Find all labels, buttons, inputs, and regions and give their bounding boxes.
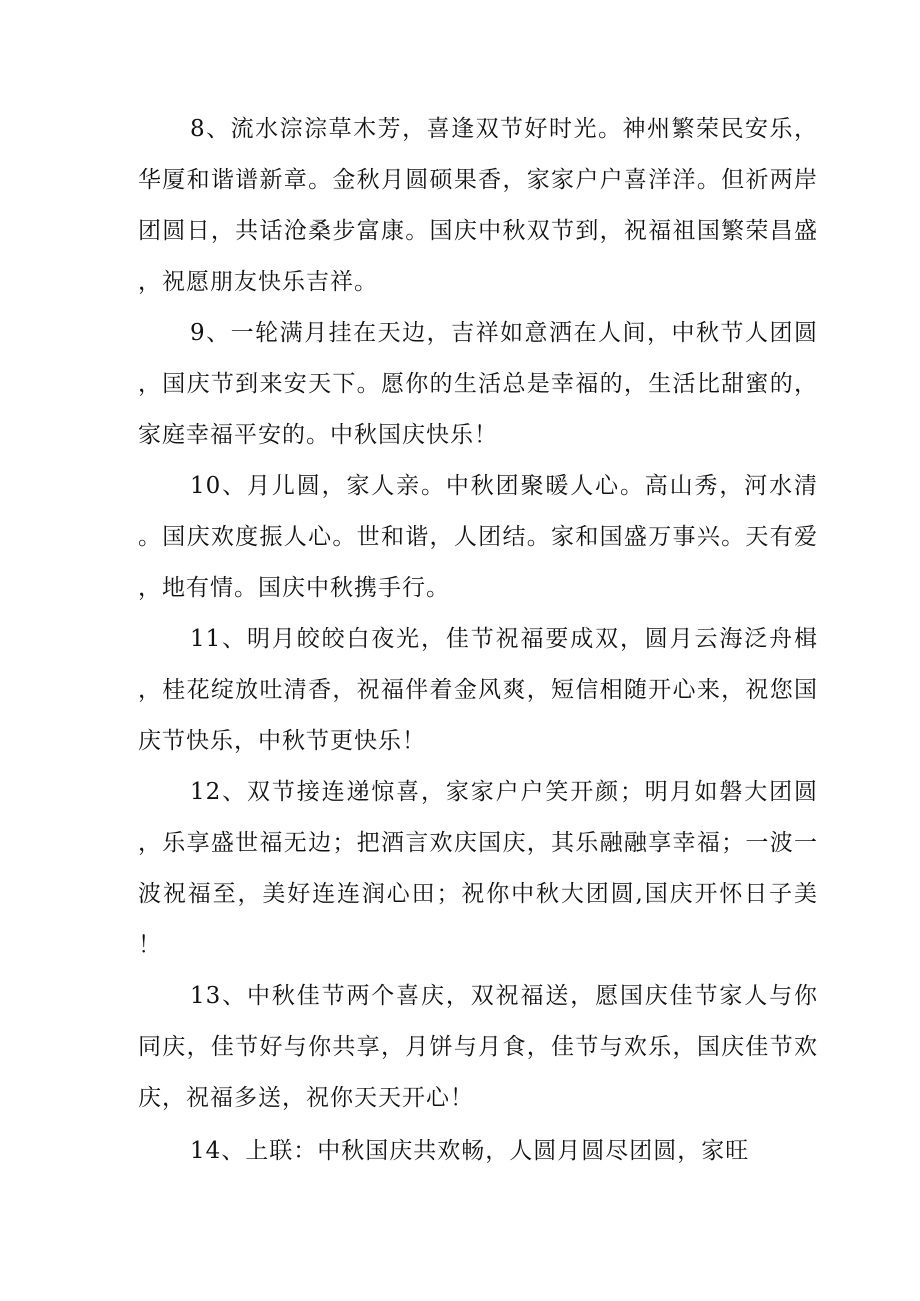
document-body [138, 104, 818, 1177]
paragraph-11: 11、明月皎皎白夜光，佳节祝福要成双，圆月云海泛舟楫，桂花绽放吐清香，祝福伴着金风爽，短信相随开心来，祝您国庆节快乐，中秋节更快乐！ [138, 626, 818, 754]
paragraph-12: 12、双节接连递惊喜，家家户户笑开颜；明月如磐大团圆，乐享盛世福无边；把酒言欢庆国庆，其乐融融享幸福；一波一波祝福至，美好连连润心田；祝你中秋大团圆,国庆开怀日子美！ [138, 779, 818, 958]
paragraph-10: 10、月儿圆，家人亲。中秋团聚暖人心。高山秀，河水清。国庆欢度振人心。世和谐，人团结。家和国盛万事兴。天有爱，地有情。国庆中秋携手行。 [138, 473, 818, 601]
paragraph-13: 13、中秋佳节两个喜庆，双祝福送，愿国庆佳节家人与你同庆，佳节好与你共享，月饼与月食，佳节与欢乐，国庆佳节欢庆，祝福多送，祝你天天开心！ [138, 983, 818, 1111]
paragraph-14: 14、上联：中秋国庆共欢畅，人圆月圆尽团圆，家旺 [190, 1138, 750, 1164]
paragraph-9: 9、一轮满月挂在天边，吉祥如意洒在人间，中秋节人团圆，国庆节到来安天下。愿你的生活总是幸福的，生活比甜蜜的，家庭幸福平安的。中秋国庆快乐！ [138, 320, 818, 448]
paragraph-8: 8、流水淙淙草木芳，喜逢双节好时光。神州繁荣民安乐，华厦和谐谱新章。金秋月圆硕果香，家家户户喜洋洋。但祈两岸团圆日，共话沧桑步富康。国庆中秋双节到，祝福祖国繁荣昌盛，祝愿朋友快乐吉祥。 [138, 116, 818, 295]
